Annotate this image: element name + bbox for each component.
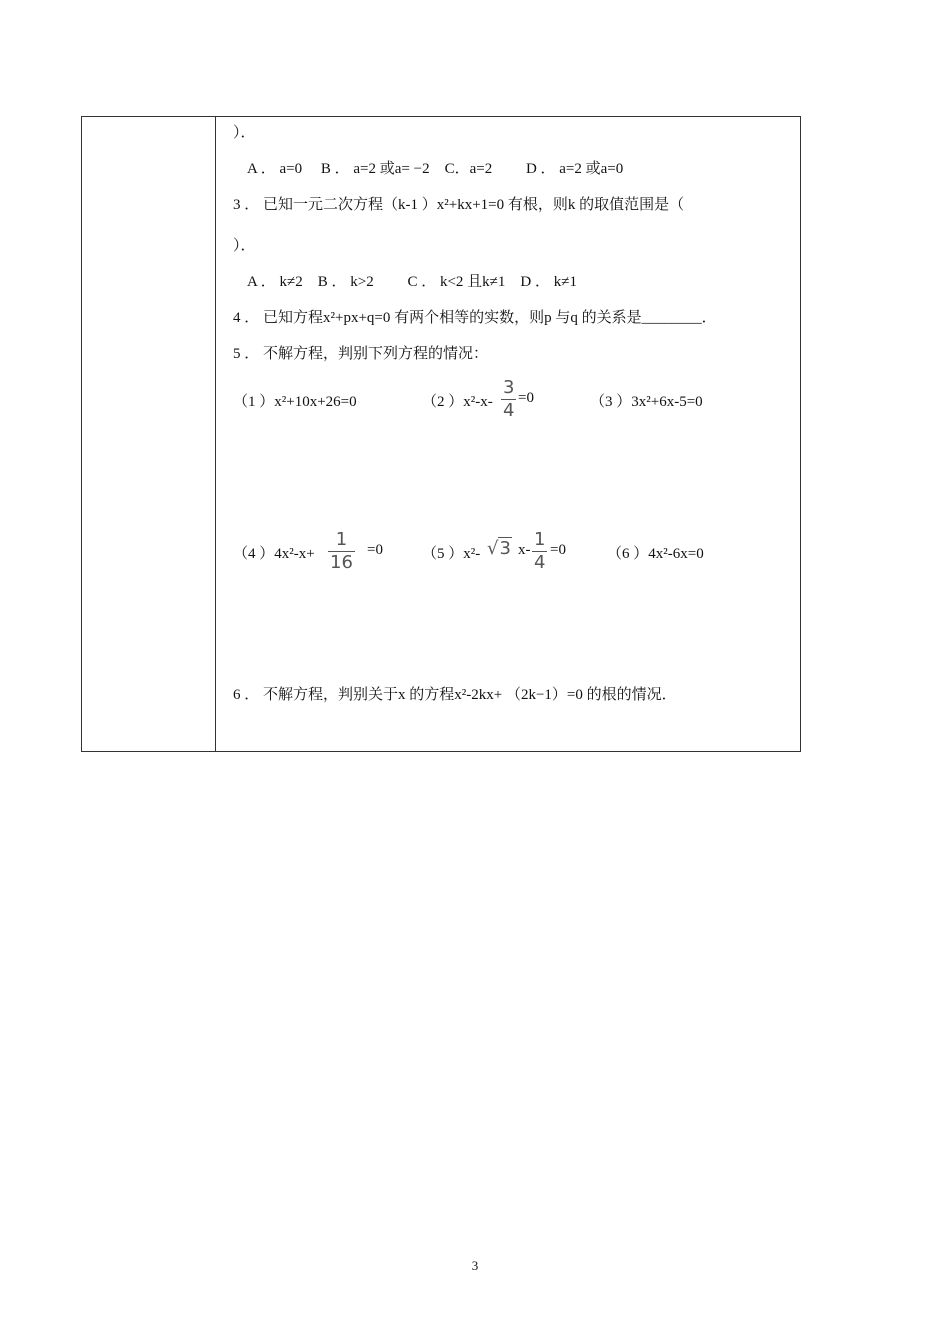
fraction-numerator: 1 — [335, 529, 348, 550]
equation-4-fraction — [328, 531, 355, 572]
equation-5-fraction — [532, 531, 547, 572]
equation-5-middle: x- — [518, 542, 531, 558]
equation-4-suffix: =0 — [367, 542, 383, 558]
fraction-numerator: 1 — [534, 529, 546, 550]
fraction-denominator: 16 — [330, 552, 353, 573]
equation-4-prefix: （4 ）4x²-x+ — [233, 546, 315, 562]
equation-2-prefix: （2 ）x²-x- — [422, 394, 493, 410]
equation-2-fraction — [501, 379, 516, 420]
q3-text: 3 ． 已知一元二次方程（k-1 ）x²+kx+1=0 有根，则k 的取值范围是（ — [233, 197, 685, 213]
fraction-denominator: 4 — [534, 552, 546, 573]
q4-text: 4 ． 已知方程x²+px+q=0 有两个相等的实数，则p 与q 的关系是________． — [233, 310, 717, 326]
q5-text: 5 ． 不解方程，判别下列方程的情况： — [233, 346, 489, 362]
equation-5-prefix: （5 ）x²- — [422, 546, 481, 562]
sqrt-symbol: √3 — [487, 538, 511, 559]
column-divider — [215, 117, 216, 751]
radicand: 3 — [499, 538, 511, 559]
q2-options: A ． a=0 B ． a=2 或a= −2 C．a=2 D ． a=2 或a=0 — [247, 161, 624, 177]
q3-options: A ． k≠2 B ． k>2 C ． k<2 且k≠1 D ． k≠1 — [247, 274, 577, 290]
page-number: 3 — [471, 1258, 479, 1273]
q3-close: ）． — [233, 238, 256, 254]
worksheet-table — [81, 116, 801, 752]
equation-1: （1 ）x²+10x+26=0 — [233, 394, 357, 410]
equation-3: （3 ）3x²+6x-5=0 — [590, 394, 703, 410]
answer-close-line: ）． — [233, 125, 256, 141]
fraction-denominator: 4 — [503, 400, 515, 421]
fraction-numerator: 3 — [503, 377, 515, 398]
q6-text: 6 ． 不解方程，判别关于x 的方程x²-2kx+ （2k−1）=0 的根的情况． — [233, 687, 677, 703]
equation-5-suffix: =0 — [550, 542, 566, 558]
equation-2-suffix: =0 — [518, 390, 534, 406]
equation-6: （6 ）4x²-6x=0 — [607, 546, 704, 562]
